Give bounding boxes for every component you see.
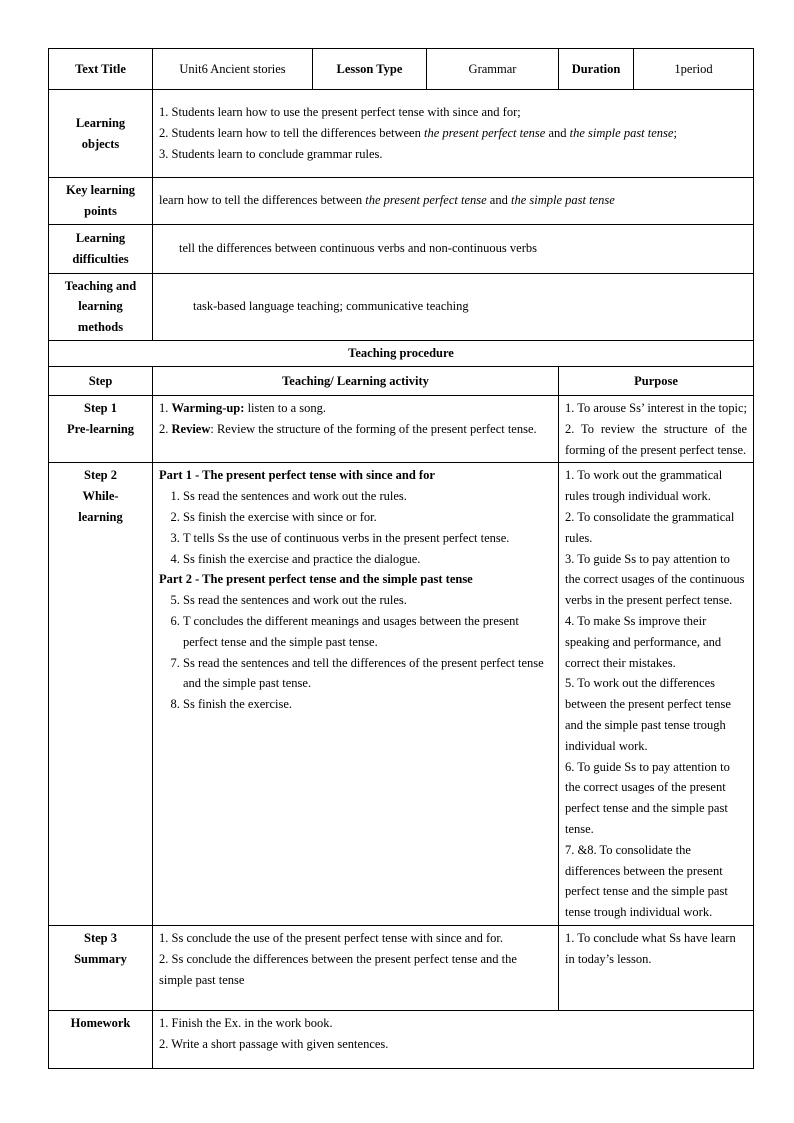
- homework-item: 2. Write a short passage with given sentences.: [159, 1036, 389, 1051]
- methods-content: task-based language teaching; communicative teaching: [153, 273, 754, 340]
- list-item: 2. Ss finish the exercise with since or for.: [183, 507, 552, 528]
- lesson-type-value: Grammar: [427, 49, 559, 90]
- purpose-item: 6. To guide Ss to pay attention to the correct usages of the present perfect tense and the simple past tense.: [565, 759, 730, 836]
- part1-list: [159, 486, 552, 569]
- step2-purposes: [559, 463, 754, 926]
- homework-label: Homework: [49, 1010, 153, 1068]
- list-item: 1. Ss read the sentences and work out the rules.: [183, 486, 552, 507]
- col-step-header: Step: [49, 366, 153, 395]
- learning-objects-label: Learning objects: [49, 90, 153, 178]
- activity-item: 2. Review: Review the structure of the forming of the present perfect tense.: [159, 421, 537, 436]
- key-points-content: learn how to tell the differences between the present perfect tense and the simple past tense: [153, 178, 754, 225]
- list-item: 8. Ss finish the exercise.: [183, 694, 552, 715]
- objective-item: 1. Students learn how to use the present perfect tense with since and for;: [159, 105, 521, 120]
- list-item: 4. Ss finish the exercise and practice the dialogue.: [183, 549, 552, 570]
- step1-label: Step 1 Pre-learning: [49, 395, 153, 462]
- procedure-header-row: [49, 366, 754, 395]
- activity-item: 1. Warming-up: listen to a song.: [159, 400, 327, 415]
- duration-label: Duration: [559, 49, 634, 90]
- purpose-item: 4. To make Ss improve their speaking and performance, and correct their mistakes.: [565, 613, 722, 670]
- difficulties-content: tell the differences between continuous verbs and non-continuous verbs: [153, 224, 754, 273]
- homework-content: [153, 1010, 754, 1068]
- objective-item: 3. Students learn to conclude grammar rules.: [159, 146, 383, 161]
- step3-label: Step 3 Summary: [49, 925, 153, 1010]
- text-title-label: Text Title: [49, 49, 153, 90]
- key-points-row: [49, 178, 754, 225]
- learning-objects-row: [49, 90, 754, 178]
- step3-activities: [153, 925, 559, 1010]
- purpose-item: 2. To consolidate the grammatical rules.: [565, 509, 735, 545]
- step2-label: Step 2 While- learning: [49, 463, 153, 926]
- difficulties-row: [49, 224, 754, 273]
- objective-item: 2. Students learn how to tell the differences between the present perfect tense and the simple past tense;: [159, 126, 677, 141]
- duration-value: 1period: [634, 49, 754, 90]
- procedure-title: Teaching procedure: [49, 340, 754, 366]
- learning-objects-content: [153, 90, 754, 178]
- methods-row: [49, 273, 754, 340]
- purpose-item: 5. To work out the differences between the present perfect tense and the simple past tense trough individual work.: [565, 676, 731, 753]
- header-row: [49, 49, 754, 90]
- lesson-type-label: Lesson Type: [313, 49, 427, 90]
- activity-item: 1. Ss conclude the use of the present perfect tense with since and for.: [159, 930, 503, 945]
- step1-purposes: [559, 395, 754, 462]
- list-item: 6. T concludes the different meanings and usages between the present perfect tense and the simple past tense.: [183, 611, 552, 653]
- purpose-item: 1. To conclude what Ss have learn in today’s lesson.: [565, 930, 736, 966]
- methods-label: Teaching and learning methods: [49, 273, 153, 340]
- activity-item: 2. Ss conclude the differences between the present perfect tense and the simple past tense: [159, 951, 517, 987]
- col-activity-header: Teaching/ Learning activity: [153, 366, 559, 395]
- text-title-value: Unit6 Ancient stories: [153, 49, 313, 90]
- list-item: 3. T tells Ss the use of continuous verbs in the present perfect tense.: [183, 528, 552, 549]
- procedure-title-row: [49, 340, 754, 366]
- step1-row: [49, 395, 754, 462]
- step2-activities: [153, 463, 559, 926]
- lesson-plan-table: [48, 48, 754, 1069]
- part2-list: [159, 590, 552, 715]
- part1-title: Part 1 - The present perfect tense with since and for: [159, 468, 435, 483]
- purpose-item: 7. &8. To consolidate the differences between the present perfect tense and the simple past tense trough individual work.: [565, 842, 728, 920]
- homework-item: 1. Finish the Ex. in the work book.: [159, 1015, 333, 1030]
- step1-activities: [153, 395, 559, 462]
- step3-row: [49, 925, 754, 1010]
- purpose-item: 3. To guide Ss to pay attention to the correct usages of the continuous verbs in the present perfect tense.: [565, 551, 745, 608]
- list-item: 5. Ss read the sentences and work out the rules.: [183, 590, 552, 611]
- part2-title: Part 2 - The present perfect tense and the simple past tense: [159, 572, 473, 587]
- purpose-item: 1. To arouse Ss’ interest in the topic;: [565, 400, 747, 415]
- purpose-item: 2. To review the structure of the forming of the present perfect tense.: [565, 421, 747, 457]
- homework-row: [49, 1010, 754, 1068]
- step2-row: [49, 463, 754, 926]
- col-purpose-header: Purpose: [559, 366, 754, 395]
- step3-purposes: [559, 925, 754, 1010]
- purpose-item: 1. To work out the grammatical rules trough individual work.: [565, 468, 723, 504]
- key-points-label: Key learning points: [49, 178, 153, 225]
- list-item: 7. Ss read the sentences and tell the differences of the present perfect tense and the simple past tense.: [183, 653, 552, 695]
- difficulties-label: Learning difficulties: [49, 224, 153, 273]
